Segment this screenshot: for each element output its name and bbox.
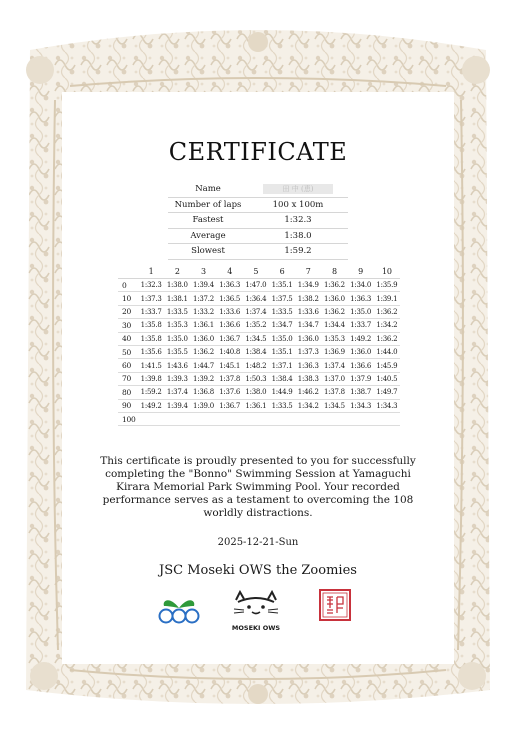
split-time-cell: 1:37.8 <box>321 386 347 399</box>
split-time-cell: 1:45.1 <box>217 359 243 372</box>
splits-row <box>118 372 400 385</box>
club-name: JSC Moseki OWS the Zoomies <box>159 563 357 578</box>
splits-column-header: 8 <box>321 265 347 279</box>
splits-row-label: 40 <box>118 332 138 345</box>
split-time-cell: 1:49.7 <box>374 386 400 399</box>
split-time-cell: 1:35.2 <box>243 319 269 332</box>
split-time-cell: 1:36.2 <box>321 305 347 318</box>
split-time-cell: 1:36.3 <box>217 279 243 292</box>
splits-row <box>118 399 400 412</box>
splits-row-label: 20 <box>118 305 138 318</box>
splits-corner-cell <box>118 265 138 279</box>
split-time-cell: 1:40.8 <box>217 345 243 358</box>
split-time-cell: 1:38.0 <box>164 279 190 292</box>
split-time-cell: 1:37.8 <box>217 372 243 385</box>
split-time-cell: 1:36.1 <box>190 319 216 332</box>
split-time-cell: 1:36.3 <box>348 292 374 305</box>
split-time-cell: 1:37.3 <box>295 345 321 358</box>
rings-leaf-logo <box>156 592 202 626</box>
split-time-cell: 1:33.7 <box>348 319 374 332</box>
split-time-cell: 1:38.3 <box>295 372 321 385</box>
split-time-cell: 1:46.2 <box>295 386 321 399</box>
split-time-cell <box>243 412 269 425</box>
split-time-cell: 1:36.0 <box>295 332 321 345</box>
splits-row-label: 10 <box>118 292 138 305</box>
summary-row-fastest <box>168 213 348 229</box>
split-time-cell: 1:33.7 <box>138 305 164 318</box>
split-time-cell: 1:39.4 <box>190 279 216 292</box>
split-time-cell: 1:49.2 <box>348 332 374 345</box>
split-time-cell: 1:43.6 <box>164 359 190 372</box>
splits-column-header: 7 <box>295 265 321 279</box>
split-time-cell: 1:37.5 <box>269 292 295 305</box>
splits-column-header: 3 <box>190 265 216 279</box>
summary-row-laps <box>168 197 348 213</box>
summary-label: Name <box>168 182 248 197</box>
splits-row-label: 30 <box>118 319 138 332</box>
split-time-cell: 1:36.6 <box>348 359 374 372</box>
splits-row-label: 70 <box>118 372 138 385</box>
summary-value: 1:32.3 <box>248 213 348 229</box>
split-time-cell: 1:34.4 <box>321 319 347 332</box>
split-time-cell: 1:36.6 <box>217 319 243 332</box>
split-time-cell: 1:35.9 <box>374 279 400 292</box>
split-time-cell: 1:34.5 <box>243 332 269 345</box>
split-time-cell: 1:39.0 <box>190 399 216 412</box>
splits-row <box>118 386 400 399</box>
splits-row-label: 90 <box>118 399 138 412</box>
split-time-cell: 1:35.5 <box>164 345 190 358</box>
split-time-cell: 1:37.2 <box>190 292 216 305</box>
split-time-cell: 1:48.2 <box>243 359 269 372</box>
split-time-cell: 1:34.3 <box>374 399 400 412</box>
splits-column-header: 4 <box>217 265 243 279</box>
split-time-cell: 1:33.6 <box>295 305 321 318</box>
split-time-cell: 1:44.7 <box>190 359 216 372</box>
split-time-cell: 1:37.0 <box>321 372 347 385</box>
splits-column-header: 6 <box>269 265 295 279</box>
split-time-cell: 1:33.5 <box>269 305 295 318</box>
split-time-cell <box>295 412 321 425</box>
summary-value: 100 x 100m <box>248 197 348 213</box>
splits-row-label: 100 <box>118 412 138 425</box>
splits-body <box>118 279 400 426</box>
split-time-cell: 1:36.7 <box>217 332 243 345</box>
cat-face-icon <box>230 590 282 620</box>
split-time-cell: 1:35.1 <box>269 279 295 292</box>
splits-row <box>118 279 400 292</box>
splits-column-header: 2 <box>164 265 190 279</box>
splits-row-label: 0 <box>118 279 138 292</box>
split-time-cell: 1:35.1 <box>269 345 295 358</box>
split-time-cell: 1:35.0 <box>348 305 374 318</box>
split-time-cell: 1:33.5 <box>269 399 295 412</box>
split-time-cell: 1:39.2 <box>190 372 216 385</box>
summary-label: Average <box>168 228 248 244</box>
split-time-cell <box>374 412 400 425</box>
summary-row-slowest <box>168 244 348 260</box>
split-time-cell: 1:33.5 <box>164 305 190 318</box>
split-time-cell: 1:39.8 <box>138 372 164 385</box>
split-time-cell: 1:39.4 <box>164 399 190 412</box>
split-time-cell <box>321 412 347 425</box>
summary-label: Slowest <box>168 244 248 260</box>
splits-row-label: 60 <box>118 359 138 372</box>
split-time-cell <box>217 412 243 425</box>
summary-table <box>168 182 348 260</box>
splits-row-label: 50 <box>118 345 138 358</box>
split-time-cell: 1:38.4 <box>269 372 295 385</box>
summary-row-name <box>168 182 348 197</box>
split-time-cell: 1:37.6 <box>217 386 243 399</box>
split-time-cell: 1:38.4 <box>243 345 269 358</box>
split-time-cell: 1:36.0 <box>321 292 347 305</box>
certificate-date: 2025-12-21-Sun <box>217 537 299 548</box>
split-time-cell: 1:32.3 <box>138 279 164 292</box>
split-time-cell: 1:36.2 <box>374 305 400 318</box>
splits-row <box>118 305 400 318</box>
split-time-cell: 1:36.9 <box>321 345 347 358</box>
split-time-cell: 1:59.2 <box>138 386 164 399</box>
split-time-cell: 1:49.2 <box>138 399 164 412</box>
split-time-cell: 1:36.5 <box>217 292 243 305</box>
split-time-cell: 1:41.5 <box>138 359 164 372</box>
split-time-cell: 1:38.2 <box>295 292 321 305</box>
seal-icon <box>318 588 352 622</box>
split-time-cell: 1:35.0 <box>164 332 190 345</box>
splits-column-header: 5 <box>243 265 269 279</box>
split-time-cell: 1:38.1 <box>164 292 190 305</box>
splits-header-row <box>118 265 400 279</box>
splits-column-header: 10 <box>374 265 400 279</box>
split-time-cell: 1:36.2 <box>190 345 216 358</box>
split-time-cell: 1:47.0 <box>243 279 269 292</box>
certificate-statement: This certificate is proudly presented to you for successfully completing the "Bonno" Swimming Session at Yamaguchi Kirara Memorial Park Swimming Pool. Your recorded performance serves as a testament to overcoming the 108 worldly distractions. <box>100 455 416 519</box>
split-time-cell: 1:35.8 <box>138 332 164 345</box>
split-time-cell: 1:36.0 <box>348 345 374 358</box>
split-time-cell: 1:35.8 <box>138 319 164 332</box>
split-time-cell: 1:40.5 <box>374 372 400 385</box>
splits-row-label: 80 <box>118 386 138 399</box>
moseki-ows-logo <box>230 590 282 632</box>
split-time-cell: 1:50.3 <box>243 372 269 385</box>
split-time-cell: 1:45.9 <box>374 359 400 372</box>
splits-row <box>118 319 400 332</box>
split-time-cell: 1:34.5 <box>321 399 347 412</box>
split-time-cell <box>164 412 190 425</box>
split-time-cell: 1:34.7 <box>269 319 295 332</box>
split-time-cell <box>348 412 374 425</box>
summary-label: Number of laps <box>168 197 248 213</box>
summary-row-average <box>168 228 348 244</box>
split-time-cell: 1:34.2 <box>374 319 400 332</box>
summary-value: 1:59.2 <box>248 244 348 260</box>
split-time-cell: 1:33.2 <box>190 305 216 318</box>
splits-column-header: 1 <box>138 265 164 279</box>
split-time-cell: 1:36.0 <box>190 332 216 345</box>
split-time-cell: 1:36.7 <box>217 399 243 412</box>
split-time-cell <box>190 412 216 425</box>
split-time-cell: 1:34.3 <box>348 399 374 412</box>
split-time-cell <box>269 412 295 425</box>
split-time-cell: 1:35.0 <box>269 332 295 345</box>
split-time-cell: 1:33.6 <box>217 305 243 318</box>
split-time-cell: 1:34.9 <box>295 279 321 292</box>
splits-row <box>118 345 400 358</box>
split-time-cell: 1:37.4 <box>321 359 347 372</box>
split-time-cell: 1:35.3 <box>321 332 347 345</box>
split-time-cell: 1:34.2 <box>295 399 321 412</box>
summary-value: 1:38.0 <box>248 228 348 244</box>
lap-splits-table <box>118 265 400 426</box>
summary-label: Fastest <box>168 213 248 229</box>
split-time-cell: 1:36.2 <box>321 279 347 292</box>
split-time-cell: 1:38.7 <box>348 386 374 399</box>
split-time-cell: 1:37.1 <box>269 359 295 372</box>
split-time-cell: 1:36.4 <box>243 292 269 305</box>
split-time-cell: 1:37.9 <box>348 372 374 385</box>
split-time-cell: 1:34.0 <box>348 279 374 292</box>
split-time-cell: 1:44.9 <box>269 386 295 399</box>
split-time-cell: 1:37.4 <box>164 386 190 399</box>
cat-logo-caption: MOSEKI OWS <box>231 624 281 632</box>
split-time-cell: 1:44.0 <box>374 345 400 358</box>
split-time-cell: 1:36.1 <box>243 399 269 412</box>
certificate-title: CERTIFICATE <box>168 138 348 166</box>
split-time-cell: 1:35.3 <box>164 319 190 332</box>
split-time-cell: 1:39.3 <box>164 372 190 385</box>
split-time-cell: 1:38.0 <box>243 386 269 399</box>
split-time-cell: 1:36.2 <box>374 332 400 345</box>
splits-row <box>118 292 400 305</box>
split-time-cell: 1:36.3 <box>295 359 321 372</box>
splits-row <box>118 359 400 372</box>
split-time-cell: 1:37.4 <box>243 305 269 318</box>
split-time-cell: 1:34.7 <box>295 319 321 332</box>
splits-column-header: 9 <box>348 265 374 279</box>
split-time-cell: 1:37.3 <box>138 292 164 305</box>
split-time-cell: 1:36.8 <box>190 386 216 399</box>
summary-value-cell <box>248 182 348 197</box>
splits-row <box>118 412 400 425</box>
splits-row <box>118 332 400 345</box>
name-redacted-field: 田 中 (恵) <box>263 184 333 194</box>
red-seal-stamp <box>318 588 352 626</box>
split-time-cell: 1:35.6 <box>138 345 164 358</box>
split-time-cell <box>138 412 164 425</box>
split-time-cell: 1:39.1 <box>374 292 400 305</box>
